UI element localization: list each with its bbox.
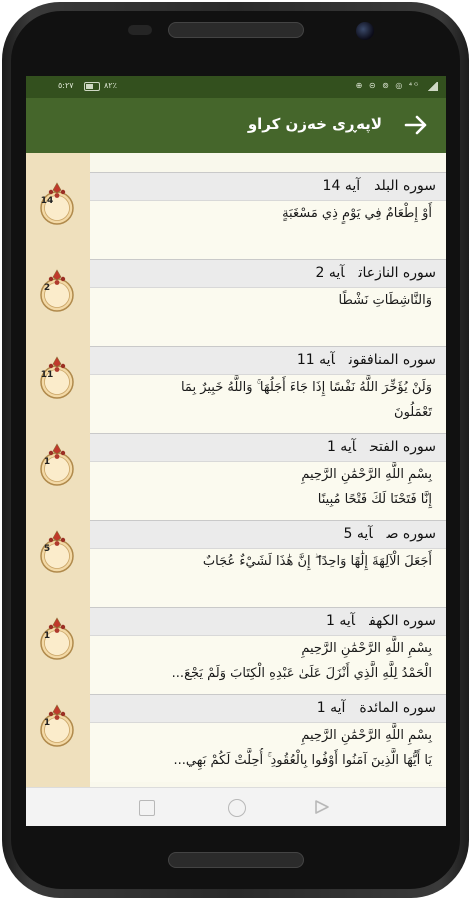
- battery-icon: [84, 82, 100, 91]
- surah-name: سوره النازعات: [358, 265, 436, 281]
- ayah-text-line: بِسْمِ اللَّهِ الرَّحْمَٰنِ الرَّحِيمِ: [301, 641, 432, 656]
- ayah-number-badge: 5: [43, 544, 51, 554]
- screen: [26, 76, 446, 826]
- surah-name: سوره البلد: [374, 178, 436, 194]
- page-title: لاپەڕی خەزن کراو: [247, 115, 382, 133]
- surah-name: سوره الفتح: [369, 439, 436, 455]
- bookmark-card[interactable]: [90, 607, 446, 695]
- app-bar: [26, 98, 446, 153]
- surah-name: سوره الكهف: [369, 613, 436, 629]
- ayah-number-badge: 1: [43, 718, 51, 728]
- surah-ayah-header: [90, 173, 446, 201]
- status-icons: ⊕ ⊝ ⊚ ◎ ⁴ᴳ: [355, 81, 420, 90]
- ayah-number-badge: 11: [40, 370, 54, 380]
- ayah-number-badge: 1: [43, 457, 51, 467]
- bookmark-item[interactable]: [26, 172, 446, 259]
- ayah-label: آيه 1: [326, 613, 356, 629]
- ayah-text-line: أَوْ إِطْعَامٌ فِي يَوْمٍ ذِي مَسْغَبَةٍ: [282, 206, 432, 221]
- bookmark-item[interactable]: [26, 607, 446, 694]
- surah-name: سوره ص: [386, 526, 436, 542]
- bottom-speaker: [168, 852, 304, 868]
- signal-icon: [426, 82, 438, 91]
- surah-ayah-header: [90, 695, 446, 723]
- ayah-label: آيه 5: [343, 526, 373, 542]
- ayah-text-line: وَلَنْ يُؤَخِّرَ اللَّهُ نَفْسًا إِذَا جَاءَ أَجَلُهَا ۚ وَاللَّهُ خَبِيرٌ بِمَا: [180, 380, 432, 395]
- ayah-text-line: الْحَمْدُ لِلَّهِ الَّذِي أَنْزَلَ عَلَىٰ عَبْدِهِ الْكِتَابَ وَلَمْ يَجْعَ...: [171, 666, 432, 681]
- proximity-sensor: [128, 25, 152, 35]
- surah-ayah-header: [90, 521, 446, 549]
- front-camera-icon: [356, 22, 374, 40]
- surah-ayah-header: [90, 608, 446, 636]
- battery-percent: ٨٢٪: [104, 81, 117, 90]
- ayah-label: آيه 11: [296, 352, 335, 368]
- nav-home-icon[interactable]: [228, 799, 246, 817]
- bookmark-item[interactable]: [26, 259, 446, 346]
- ayah-label: آيه 2: [315, 265, 345, 281]
- ayah-label: آيه 1: [316, 700, 346, 716]
- ayah-text-line: تَعْمَلُونَ: [394, 405, 432, 420]
- bookmark-list[interactable]: [26, 153, 446, 788]
- bookmark-item[interactable]: [26, 520, 446, 607]
- ayah-label: آيه 1: [326, 439, 356, 455]
- ayah-text-line: بِسْمِ اللَّهِ الرَّحْمَٰنِ الرَّحِيمِ: [301, 728, 432, 743]
- surah-ayah-header: [90, 260, 446, 288]
- ayah-text-line: وَالنَّاشِطَاتِ نَشْطًا: [338, 293, 432, 308]
- ayah-number-badge: 1: [43, 631, 51, 641]
- arrow-right-icon[interactable]: [402, 111, 430, 139]
- ayah-label: آيه 14: [322, 178, 361, 194]
- bookmark-card[interactable]: [90, 694, 446, 782]
- system-nav-bar: [26, 787, 446, 826]
- ayah-text-line: بِسْمِ اللَّهِ الرَّحْمَٰنِ الرَّحِيمِ: [301, 467, 432, 482]
- ayah-text-line: يَا أَيُّهَا الَّذِينَ آمَنُوا أَوْفُوا بِالْعُقُودِ ۚ أُحِلَّتْ لَكُمْ بَهِي...: [173, 753, 432, 768]
- bookmark-item[interactable]: [26, 433, 446, 520]
- status-time: ٥:٢٧: [58, 81, 74, 90]
- bookmark-card[interactable]: [90, 520, 446, 608]
- surah-name: سوره المنافقون: [348, 352, 436, 368]
- ayah-text-line: إِنَّا فَتَحْنَا لَكَ فَتْحًا مُبِينًا: [317, 492, 432, 507]
- surah-name: سوره المائدة: [359, 700, 436, 716]
- surah-ayah-header: [90, 347, 446, 375]
- nav-back-icon[interactable]: [314, 799, 330, 815]
- bookmark-item[interactable]: [26, 694, 446, 781]
- ayah-number-badge: 14: [40, 196, 54, 206]
- nav-recents-icon[interactable]: [139, 800, 155, 816]
- bookmark-card[interactable]: [90, 346, 446, 434]
- bookmark-card[interactable]: [90, 259, 446, 347]
- bookmark-card[interactable]: [90, 172, 446, 260]
- earpiece-speaker: [168, 22, 304, 38]
- bookmark-item[interactable]: [26, 346, 446, 433]
- status-bar: [26, 76, 446, 98]
- ayah-number-badge: 2: [43, 283, 51, 293]
- surah-ayah-header: [90, 434, 446, 462]
- ayah-text-line: أَجَعَلَ الْآلِهَةَ إِلَٰهًا وَاحِدًا ۖ إِنَّ هَٰذَا لَشَيْءٌ عُجَابٌ: [202, 554, 432, 569]
- bookmark-card[interactable]: [90, 433, 446, 521]
